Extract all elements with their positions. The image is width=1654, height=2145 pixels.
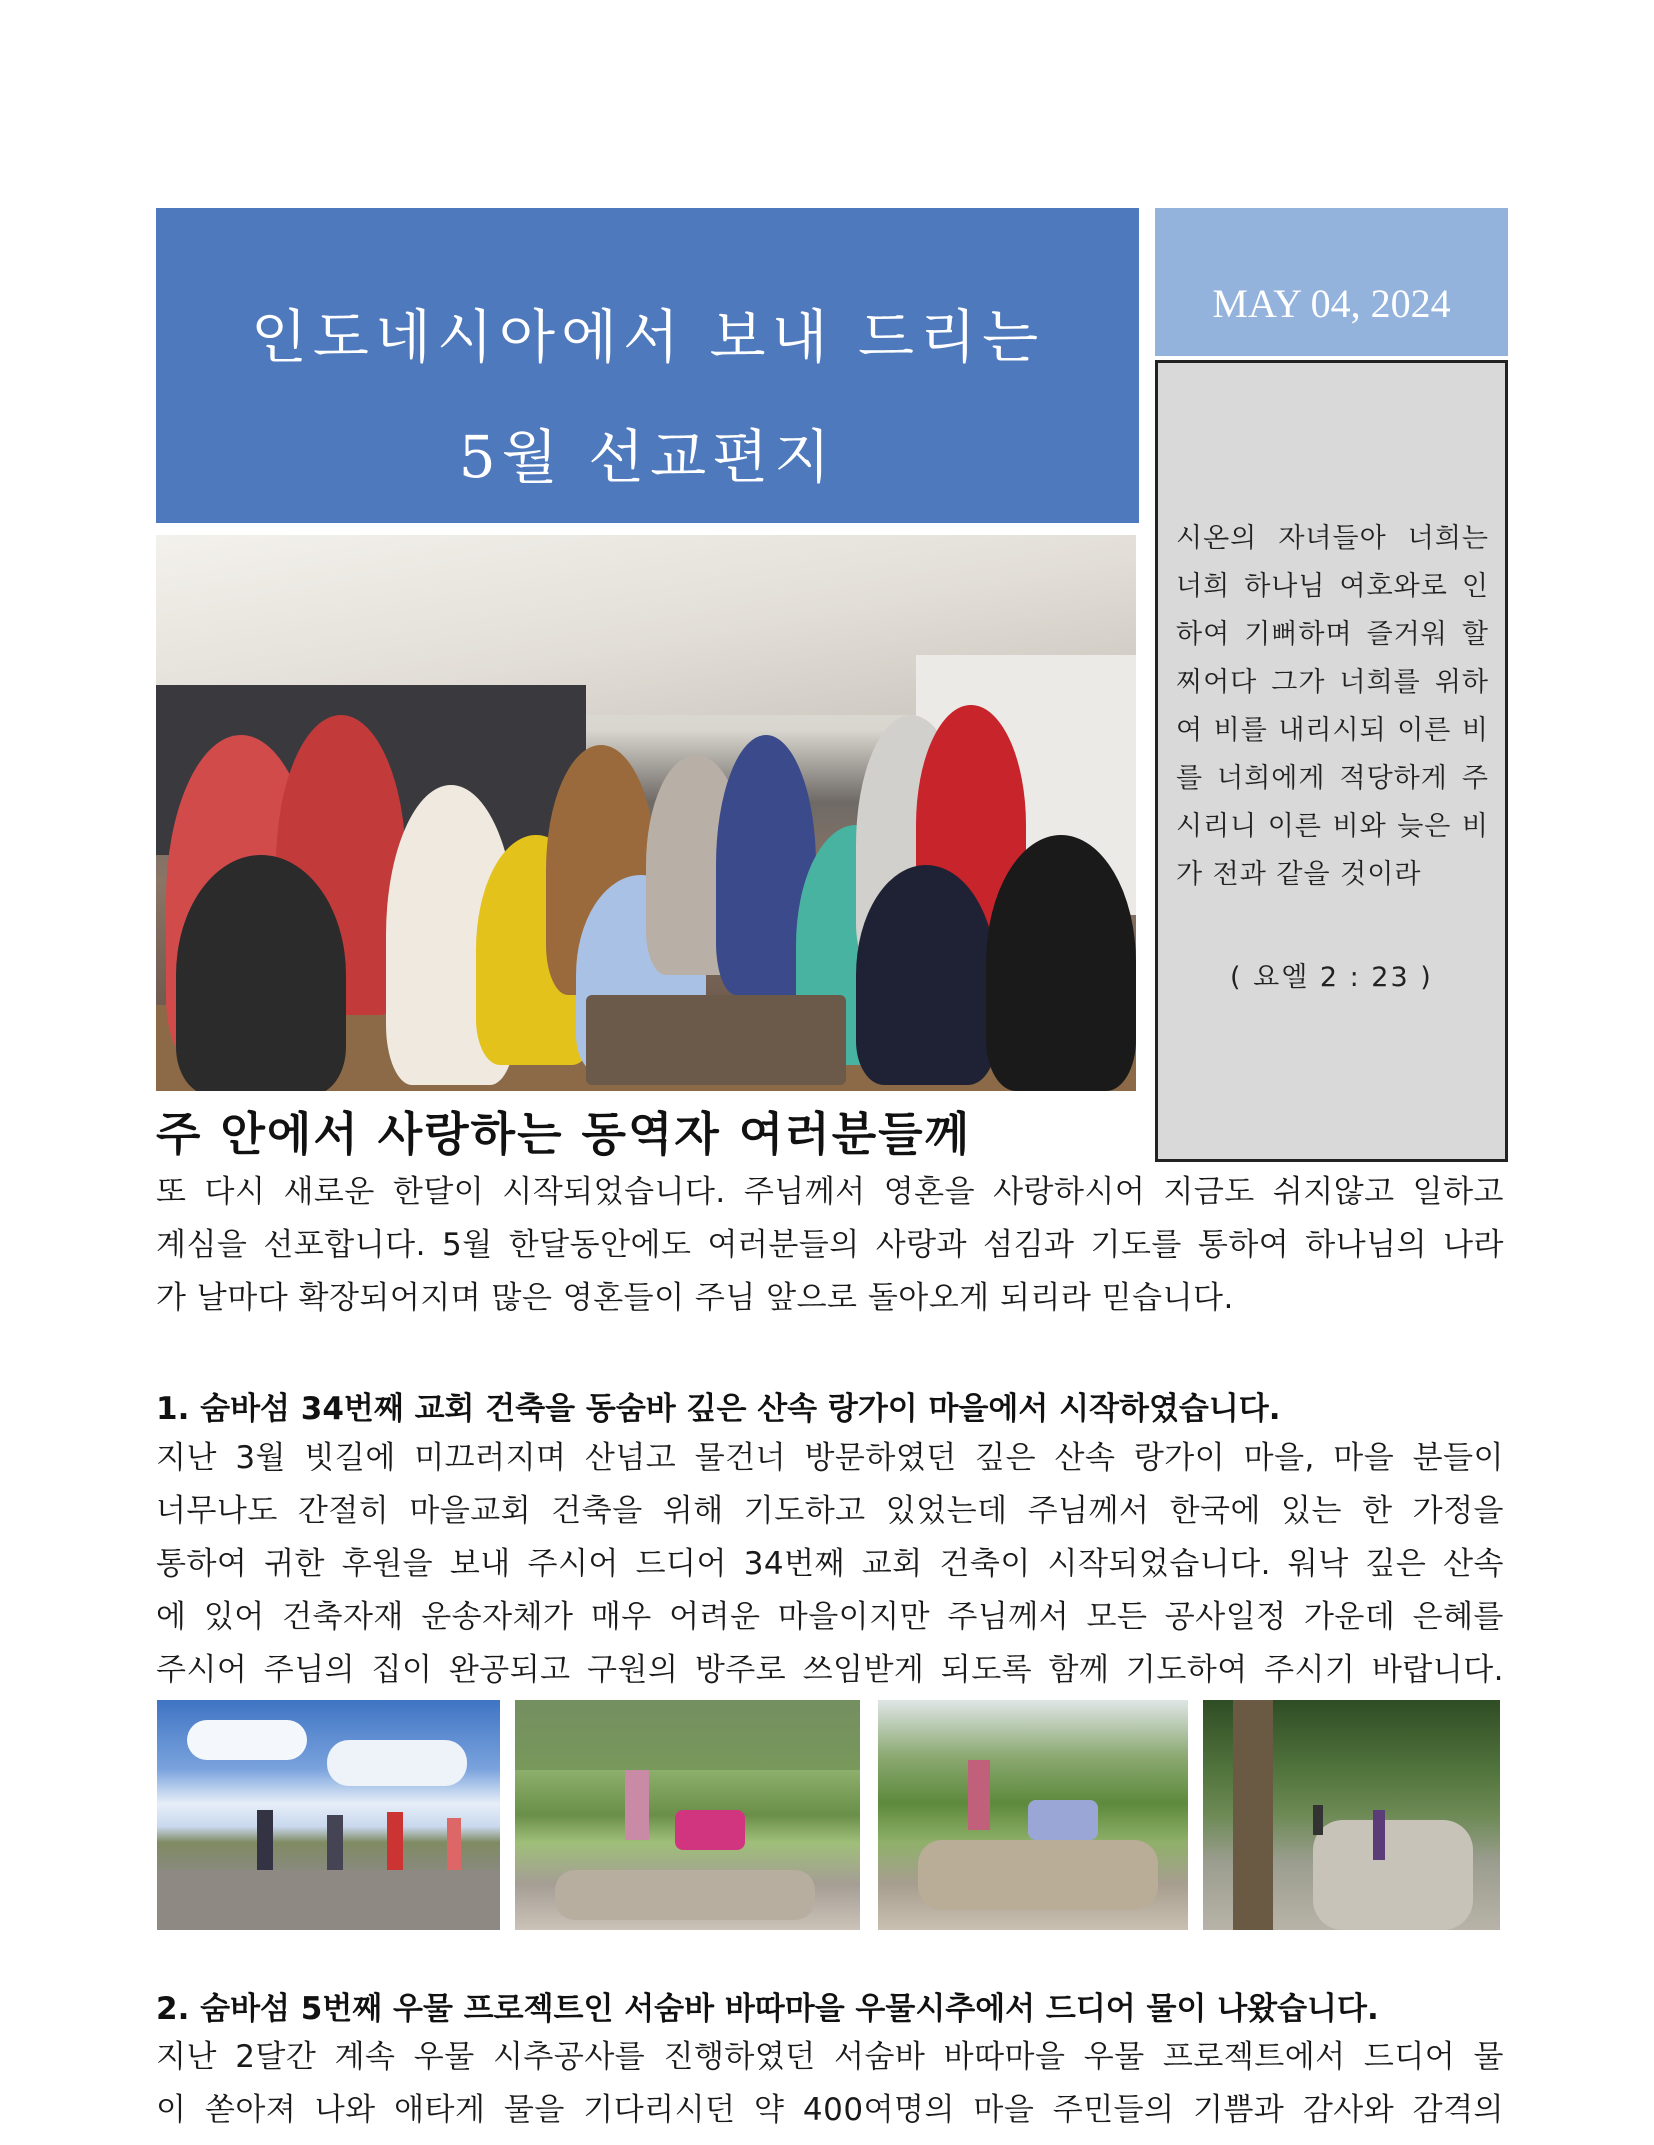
section-1-line: 주시어 주님의 집이 완공되고 구원의 방주로 쓰임받게 되도록 함께 기도하여 주시기 바랍니다. <box>156 1652 1504 1688</box>
group-photo <box>156 535 1136 1091</box>
construction-photo-2 <box>515 1700 860 1930</box>
intro-line: 계심을 선포합니다. 5월 한달동안에도 여러분들의 사랑과 섬김과 기도를 통하여 하나님의 나라 <box>156 1227 1504 1263</box>
letter-date: MAY 04, 2024 <box>1212 281 1451 326</box>
section-1-line: 너무나도 간절히 마을교회 건축을 위해 기도하고 있었는데 주님께서 한국에 있는 한 가정을 <box>156 1493 1504 1529</box>
scripture-verse-text: 시온의 자녀들아 너희는 너희 하나님 여호와로 인하여 기뻐하며 즐거워 할찌어다 그가 너희를 위하여 비를 내리시되 이른 비를 너희에게 적당하게 주시리니 이른 비와 늦은 비가 전과 같을 것이라 <box>1176 523 1489 890</box>
intro-line: 또 다시 새로운 한달이 시작되었습니다. 주님께서 영혼을 사랑하시어 지금도 쉬지않고 일하고 <box>156 1174 1504 1210</box>
section-1-line: 지난 3월 빗길에 미끄러지며 산넘고 물건너 방문하였던 깊은 산속 랑가이 마을, 마을 분들이 <box>156 1440 1504 1476</box>
section-1-title: 1. 숨바섬 34번째 교회 건축을 동숨바 깊은 산속 랑가이 마을에서 시작하였습니다. <box>156 1391 1281 1427</box>
section-1-line: 에 있어 건축자재 운송자체가 매우 어려운 마을이지만 주님께서 모든 공사일정 가운데 은혜를 <box>156 1599 1504 1635</box>
letter-title-banner <box>156 208 1139 523</box>
section-2-title: 2. 숨바섬 5번째 우물 프로젝트인 서숨바 바따마을 우물시추에서 드디어 물이 나왔습니다. <box>156 1991 1379 2027</box>
letter-title-line-1: 인도네시아에서 보내 드리는 <box>250 303 1045 371</box>
section-2-line: 지난 2달간 계속 우물 시추공사를 진행하였던 서숨바 바따마을 우물 프로젝트에서 드디어 물 <box>156 2039 1504 2075</box>
scripture-verse-reference: ( 요엘 2 : 23 ) <box>1230 962 1433 993</box>
greeting-heading: 주 안에서 사랑하는 동역자 여러분들께 <box>156 1107 972 1161</box>
construction-photo-3 <box>878 1700 1188 1930</box>
intro-line: 가 날마다 확장되어지며 많은 영혼들이 주님 앞으로 돌아오게 되리라 믿습니다. <box>156 1280 1234 1316</box>
letter-title-line-2: 5월 선교편지 <box>458 423 837 491</box>
date-banner <box>1155 208 1508 356</box>
construction-photo-4 <box>1203 1700 1500 1930</box>
section-2-line: 이 쏟아져 나와 애타게 물을 기다리시던 약 400여명의 마을 주민들의 기쁨과 감사와 감격의 <box>156 2092 1504 2128</box>
section-1-line: 통하여 귀한 후원을 보내 주시어 드디어 34번째 교회 건축이 시작되었습니다. 워낙 깊은 산속 <box>156 1546 1504 1582</box>
construction-photo-1 <box>157 1700 500 1930</box>
scripture-verse-box <box>1155 360 1508 1162</box>
